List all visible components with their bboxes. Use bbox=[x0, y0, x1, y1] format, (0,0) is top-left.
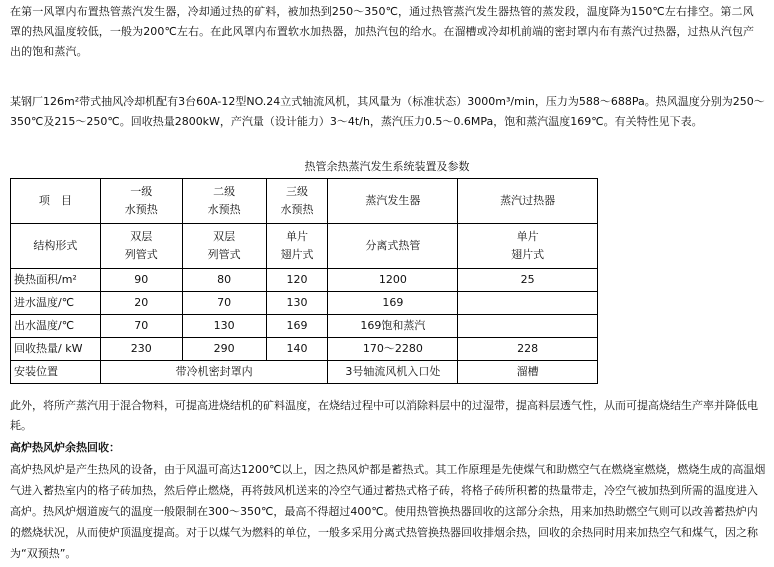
table-cell: 分离式热管 bbox=[328, 224, 458, 269]
table-row bbox=[11, 338, 598, 361]
header-superheater: 蒸汽过热器 bbox=[458, 179, 598, 224]
table-cell: 140 bbox=[266, 338, 328, 361]
table-caption: 热管余热蒸汽发生系统装置及参数 bbox=[304, 160, 470, 173]
table-cell: 169 bbox=[328, 292, 458, 315]
table-row bbox=[11, 269, 598, 292]
paragraph-hot-blast-stove: 高炉热风炉是产生热风的设备，由于风温可高达1200℃以上，因之热风炉都是蓄热式。其工作原理是先使煤气和助燃空气在燃烧室燃烧，燃烧生成的高温烟气进入蓄热室内的格子砖加热，然后停止燃烧，再将鼓风机送来的冷空气通过蓄热式格子砖，将格子砖所积蓄的热量带走，冷空气被加热到所需的温度进入高炉。热风炉烟道废气的温度一般限制在300～350℃，最高不得超过400℃。使用热管换热器回收的这部分余热，用来加热助燃空气则可以改善蓄热炉内的燃烧状况，从而使炉顶温度提高。对于以煤气为燃料的单位，一般多采用分离式热管换热器回收排烟余热，回收的余热同时用来加热空气和煤气，因之称为“双预热”。 bbox=[10, 463, 766, 560]
table-cell: 290 bbox=[182, 338, 266, 361]
table-cell: 1200 bbox=[328, 269, 458, 292]
table-row bbox=[11, 224, 598, 269]
table-cell: 3号轴流风机入口处 bbox=[328, 361, 458, 384]
table-cell: 228 bbox=[458, 338, 598, 361]
table-cell: 带冷机密封罩内 bbox=[100, 361, 328, 384]
header-stage2: 二级 水预热 bbox=[182, 179, 266, 224]
paragraph-sinter-cooler: 在第一风罩内布置热管蒸汽发生器，冷却通过热的矿料，被加热到250～350℃，通过热管蒸汽发生器热管的蒸发段，温度降为150℃左右排空。第二风罩的热风温度较低，一般为200℃左右。在此风罩内布置软水加热器，加热汽包的给水。在溜槽或冷却机前端的密封罩内布有蒸汽过热器，过热从汽包产出的饱和蒸汽。 bbox=[10, 5, 755, 58]
row-label: 安装位置 bbox=[11, 361, 101, 384]
table-cell: 120 bbox=[266, 269, 328, 292]
table-header-row bbox=[11, 179, 598, 224]
table-cell bbox=[458, 292, 598, 315]
header-stage3: 三级 水预热 bbox=[266, 179, 328, 224]
table-cell: 双层 列管式 bbox=[100, 224, 182, 269]
table-cell: 130 bbox=[266, 292, 328, 315]
paragraph-steel-plant-example: 某钢厂126m²带式抽风冷却机配有3台60A-12型NO.24立式轴流风机，其风量为（标准状态）3000m³/min，压力为588～688Pa。热风温度分别为250～350℃及215～250℃。回收热量2800kW，产汽量（设计能力）3～4t/h，蒸汽压力0.5～0.6MPa，饱和蒸汽温度169℃。有关特性见下表。 bbox=[10, 95, 765, 128]
table-cell: 20 bbox=[100, 292, 182, 315]
table-row bbox=[11, 292, 598, 315]
table-cell: 70 bbox=[100, 315, 182, 338]
row-label: 进水温度/℃ bbox=[11, 292, 101, 315]
table-cell: 130 bbox=[182, 315, 266, 338]
table-cell: 230 bbox=[100, 338, 182, 361]
section-heading: 高炉热风炉余热回收： bbox=[10, 441, 120, 454]
table-cell: 90 bbox=[100, 269, 182, 292]
table-cell: 25 bbox=[458, 269, 598, 292]
row-label: 出水温度/℃ bbox=[11, 315, 101, 338]
table-cell: 169饱和蒸汽 bbox=[328, 315, 458, 338]
table-cell: 80 bbox=[182, 269, 266, 292]
table-cell: 169 bbox=[266, 315, 328, 338]
row-label: 结构形式 bbox=[11, 224, 101, 269]
header-item: 项 目 bbox=[11, 179, 101, 224]
parameter-table bbox=[10, 178, 598, 384]
table-cell bbox=[458, 315, 598, 338]
row-label: 换热面积/m² bbox=[11, 269, 101, 292]
table-cell: 70 bbox=[182, 292, 266, 315]
table-cell: 溜槽 bbox=[458, 361, 598, 384]
table-row bbox=[11, 361, 598, 384]
header-steam-generator: 蒸汽发生器 bbox=[328, 179, 458, 224]
paragraph-additional-use: 此外，将所产蒸汽用于混合物料，可提高进烧结机的矿料温度，在烧结过程中可以消除料层中的过湿带，提高料层透气性，从而可提高烧结生产率并降低电耗。 bbox=[10, 399, 758, 432]
row-label: 回收热量/ kW bbox=[11, 338, 101, 361]
table-cell: 双层 列管式 bbox=[182, 224, 266, 269]
table-row bbox=[11, 315, 598, 338]
header-stage1: 一级 水预热 bbox=[100, 179, 182, 224]
table-cell: 170～2280 bbox=[328, 338, 458, 361]
table-cell: 单片 翅片式 bbox=[266, 224, 328, 269]
table-cell: 单片 翅片式 bbox=[458, 224, 598, 269]
